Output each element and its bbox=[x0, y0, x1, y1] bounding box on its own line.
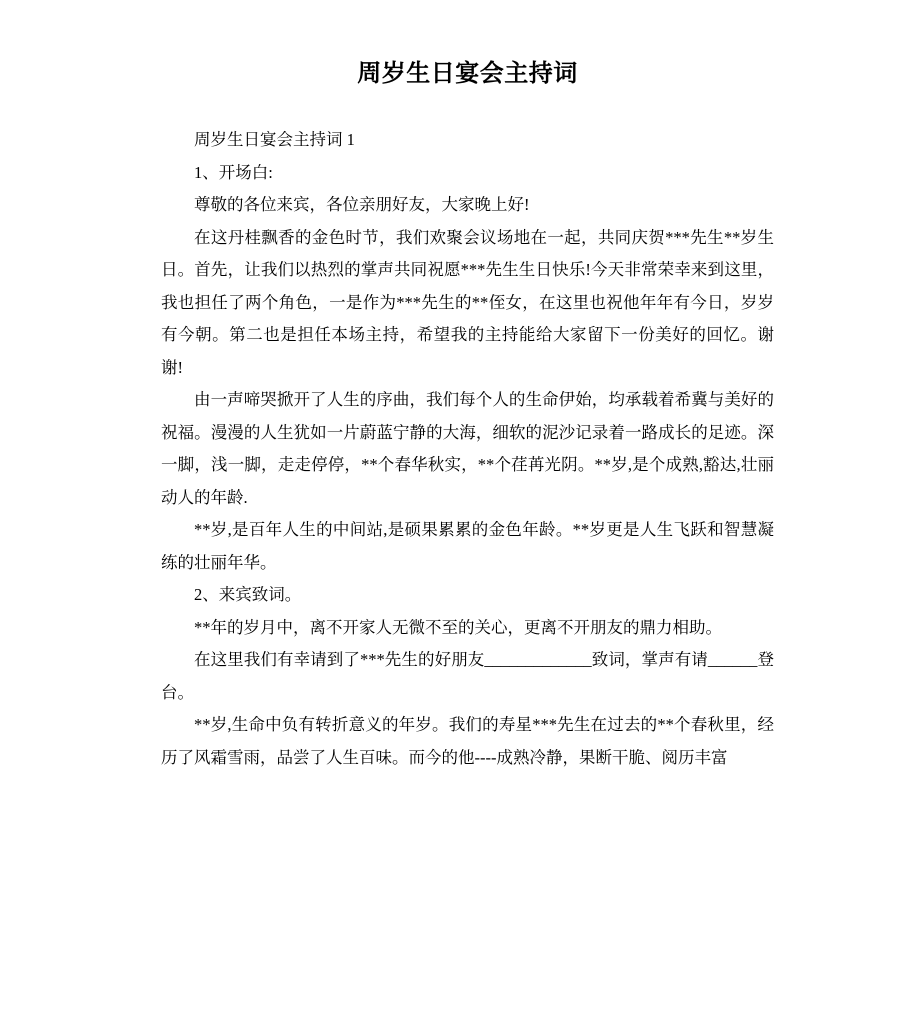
section-2-heading: 2、来宾致词。 bbox=[194, 585, 302, 604]
document-body bbox=[161, 124, 774, 774]
paragraph-turning-point: **岁,生命中负有转折意义的年岁。我们的寿星***先生在过去的**个春秋里，经历了风霜雪雨，品尝了人生百味。而今的他----成熟冷静，果断干脆、阅历丰富 bbox=[161, 715, 774, 767]
paragraph-family-friends: **年的岁月中，离不开家人无微不至的关心，更离不开朋友的鼎力相助。 bbox=[194, 617, 722, 637]
doc-subtitle: 周岁生日宴会主持词 1 bbox=[194, 130, 355, 149]
paragraph-greeting: 尊敬的各位来宾，各位亲朋好友，大家晚上好! bbox=[194, 195, 530, 214]
page-title: 周岁生日宴会主持词 bbox=[357, 60, 578, 87]
paragraph-opening-speech: 在这丹桂飘香的金色时节，我们欢聚会议场地在一起，共同庆贺***先生**岁生日。首先，让我们以热烈的掌声共同祝愿***先生生日快乐!今天非常荣幸来到这里，我也担任了两个角色，一是作为***先生的**侄女，在这里也祝他年年有今日，岁岁有今朝。第二也是担任本场主持，希望我的主持能给大家留下一份美好的回忆。谢谢! bbox=[161, 227, 774, 377]
paragraph-golden-age: **岁,是百年人生的中间站,是硕果累累的金色年龄。**岁更是人生飞跃和智慧凝练的壮丽年华。 bbox=[161, 520, 774, 572]
paragraph-guest-invitation: 在这里我们有幸请到了***先生的好朋友_____________致词，掌声有请______登台。 bbox=[161, 650, 774, 702]
paragraph-life-prelude: 由一声啼哭掀开了人生的序曲，我们每个人的生命伊始，均承载着希冀与美好的祝福。漫漫的人生犹如一片蔚蓝宁静的大海，细软的泥沙记录着一路成长的足迹。深一脚，浅一脚，走走停停，**个春华秋实，**个荏苒光阴。**岁,是个成熟,豁达,壮丽动人的年龄. bbox=[161, 390, 775, 507]
section-1-heading: 1、开场白: bbox=[194, 162, 273, 182]
